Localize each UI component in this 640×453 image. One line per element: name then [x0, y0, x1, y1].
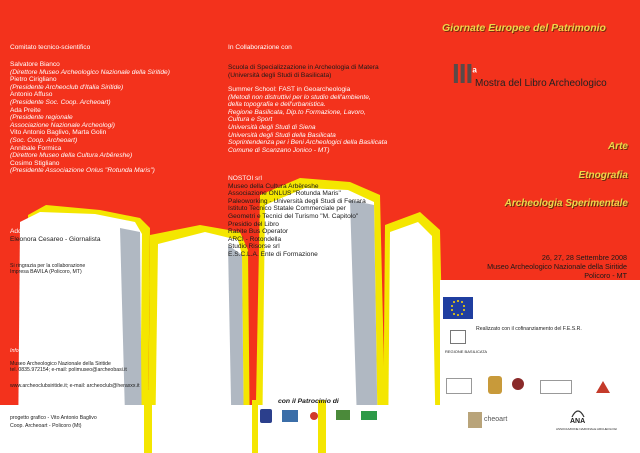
summer-block	[228, 86, 387, 154]
ana-sub: ASSOCIAZIONE NAZIONALE ARCHEOLOGI	[556, 427, 618, 431]
press-name: Eleonora Cesareo - Giornalista	[10, 235, 101, 243]
round-logo	[310, 412, 318, 420]
col2-summer-line: Comune di Scanzano Jonico - MT)	[228, 146, 330, 154]
col2-partners-line: NOSTOI srl	[228, 175, 262, 182]
thanks-line-2: Impresa BAVILA (Policoro, MT)	[10, 269, 82, 276]
col1-members-line: (Presidente Soc. Coop. Archeoart)	[10, 98, 111, 106]
event-city: Policoro - MT	[584, 271, 627, 280]
regione-label: REGIONE BASILICATA	[445, 349, 488, 354]
committee-members	[10, 61, 170, 175]
col1-members-line: Associazione Nazionale Archeologi)	[10, 121, 115, 129]
triangle-logo	[596, 380, 610, 392]
col2-summer-line: (Metodi non distruttivi per lo studio dell'ambiente,	[228, 93, 371, 101]
col2-summer-line: Cultura e Sport	[228, 116, 273, 124]
giornate-title: Giornate Europee del Patrimonio	[442, 22, 606, 34]
regione-logo	[450, 330, 466, 344]
thanks-line-1: Si ringrazia per la collaborazione	[10, 263, 86, 269]
committee-block	[10, 44, 90, 52]
green-logo	[336, 410, 350, 420]
col1-members-line: (Direttore Museo Archeologico Nazionale della Siritide)	[10, 68, 170, 76]
col1-members-line: (Direttore Museo della Cultura Arbëreshe)	[10, 152, 133, 160]
col2-summer-line: Regione Basilicata, Dip.to Formazione, Lavoro,	[228, 108, 366, 116]
col2-summer-line: Summer School: FAST in Geoarcheologia	[228, 86, 351, 93]
event-venue: Museo Archeologico Nazionale della Siritide	[487, 262, 627, 271]
edition-mark	[452, 58, 476, 90]
col2-scuola-line: (Università degli Studi di Basilicata)	[228, 71, 332, 79]
col1-members-line: Salvatore Bianco	[10, 61, 60, 68]
eu-flag-icon	[443, 297, 473, 319]
mostra-title: Mostra del Libro Archeologico	[475, 78, 607, 89]
cheoart-icon	[468, 412, 482, 428]
text-logo	[540, 380, 572, 394]
edition-numeral: III	[452, 58, 473, 89]
col2-partners-line: Studio Risorse srl	[228, 243, 280, 251]
theme-etnografia: Etnografia	[578, 170, 628, 181]
col2-summer-line: Università degli Studi della Basilicata	[228, 131, 336, 139]
press-block	[10, 228, 108, 243]
crest-logo-2	[282, 410, 298, 422]
info-title: Info	[10, 348, 19, 354]
col1-members-line: Vito Antonio Baglivo, Marta Golin	[10, 129, 107, 137]
credits-line-1: progetto grafico - Vito Antonio Baglivo	[10, 415, 97, 421]
col1-members-line: Annibale Formica	[10, 144, 62, 152]
col2-summer-line: Soprintendenza per i Beni Archeologici della Basilicata	[228, 139, 388, 147]
info-block	[10, 348, 140, 389]
crest-logo-3	[488, 376, 502, 394]
cheoart-label: cheoart	[484, 416, 508, 423]
info-line-1: Museo Archeologico Nazionale della Siritide	[10, 360, 111, 367]
col1-members-line: Ada Preite	[10, 106, 41, 114]
ministero-logo	[446, 378, 472, 394]
col2-scuola-line: Scuola di Specializzazione in Archeologia di Matera	[228, 64, 379, 71]
press-title: Addetto stampa e comunicazione	[10, 228, 108, 235]
info-line-2: tel. 0835.972154; e-mail: polimuseo@archeobasi.it	[10, 367, 127, 373]
fesr-note: Realizzato con il cofinanziamento del F.E.S.R.	[476, 326, 582, 332]
col2-partners-line: Geometri e Tecnici del Turismo "M. Capitolo"	[228, 212, 359, 220]
partners-block	[228, 175, 366, 259]
col1-members-line: Pietro Cirigliano	[10, 76, 57, 84]
collab-block	[228, 44, 292, 52]
theme-arte: Arte	[607, 141, 628, 152]
comune-logo	[361, 411, 377, 420]
ana-label: ANA	[570, 418, 586, 425]
col2-partners-line: Paleoworking - Università degli Studi di Ferrara	[228, 197, 366, 205]
col1-members-line: (Presidente Associazione Onlus "Rotunda Maris")	[10, 167, 155, 175]
col2-partners-line: Istituto Tecnico Statale Commerciale per	[228, 205, 346, 213]
committee-title: Comitato tecnico-scientifico	[10, 44, 91, 51]
theme-archeologia: Archeologia Sperimentale	[504, 198, 628, 209]
col1-members-line: (Presidente Archeoclub d'Italia Siritide)	[10, 83, 124, 91]
patrocinio-label: con il Patrocinio di	[278, 398, 339, 405]
ana-logo-icon	[570, 405, 586, 419]
col1-members-line: Cosimo Stigliano	[10, 159, 60, 167]
seal-logo	[512, 378, 524, 390]
event-info	[487, 253, 627, 280]
col2-partners-line: Rabite Bus Operator	[228, 228, 289, 236]
col2-partners-line: Museo della Cultura Arbëreshe	[228, 182, 319, 190]
thanks-block	[10, 263, 85, 275]
col1-members-line: (Presidente regionale	[10, 114, 73, 122]
credits-line-2: Coop. Archeoart - Policoro (Mt)	[10, 423, 82, 429]
col2-partners-line: Associazione ONLUS "Rotunda Maris"	[228, 190, 341, 198]
col2-partners-line: E.S.C.L.A. Ente di Formazione	[228, 250, 318, 258]
scuola-block	[228, 64, 379, 79]
col2-partners-line: Presidio del Libro	[228, 220, 279, 228]
event-dates: 26, 27, 28 Settembre 2008	[541, 253, 627, 262]
col2-partners-line: ARCI - Rotondella	[228, 235, 282, 243]
col2-summer-line: Università degli Studi di Siena	[228, 123, 316, 131]
crest-logo-1	[260, 409, 272, 423]
collab-title: In Collaborazione con	[228, 44, 292, 51]
col1-members-line: Antonio Affuso	[10, 91, 53, 99]
credits-block	[10, 414, 97, 430]
edition-suffix: a	[472, 65, 476, 75]
col1-members-line: (Soc. Coop. Archeoart)	[10, 136, 78, 144]
col2-summer-line: della topografia e dell'urbanistica.	[228, 101, 326, 109]
info-line-3: www.archeoclubsiritide.it; e-mail: archeoclub@heraxxx.it	[10, 382, 140, 389]
